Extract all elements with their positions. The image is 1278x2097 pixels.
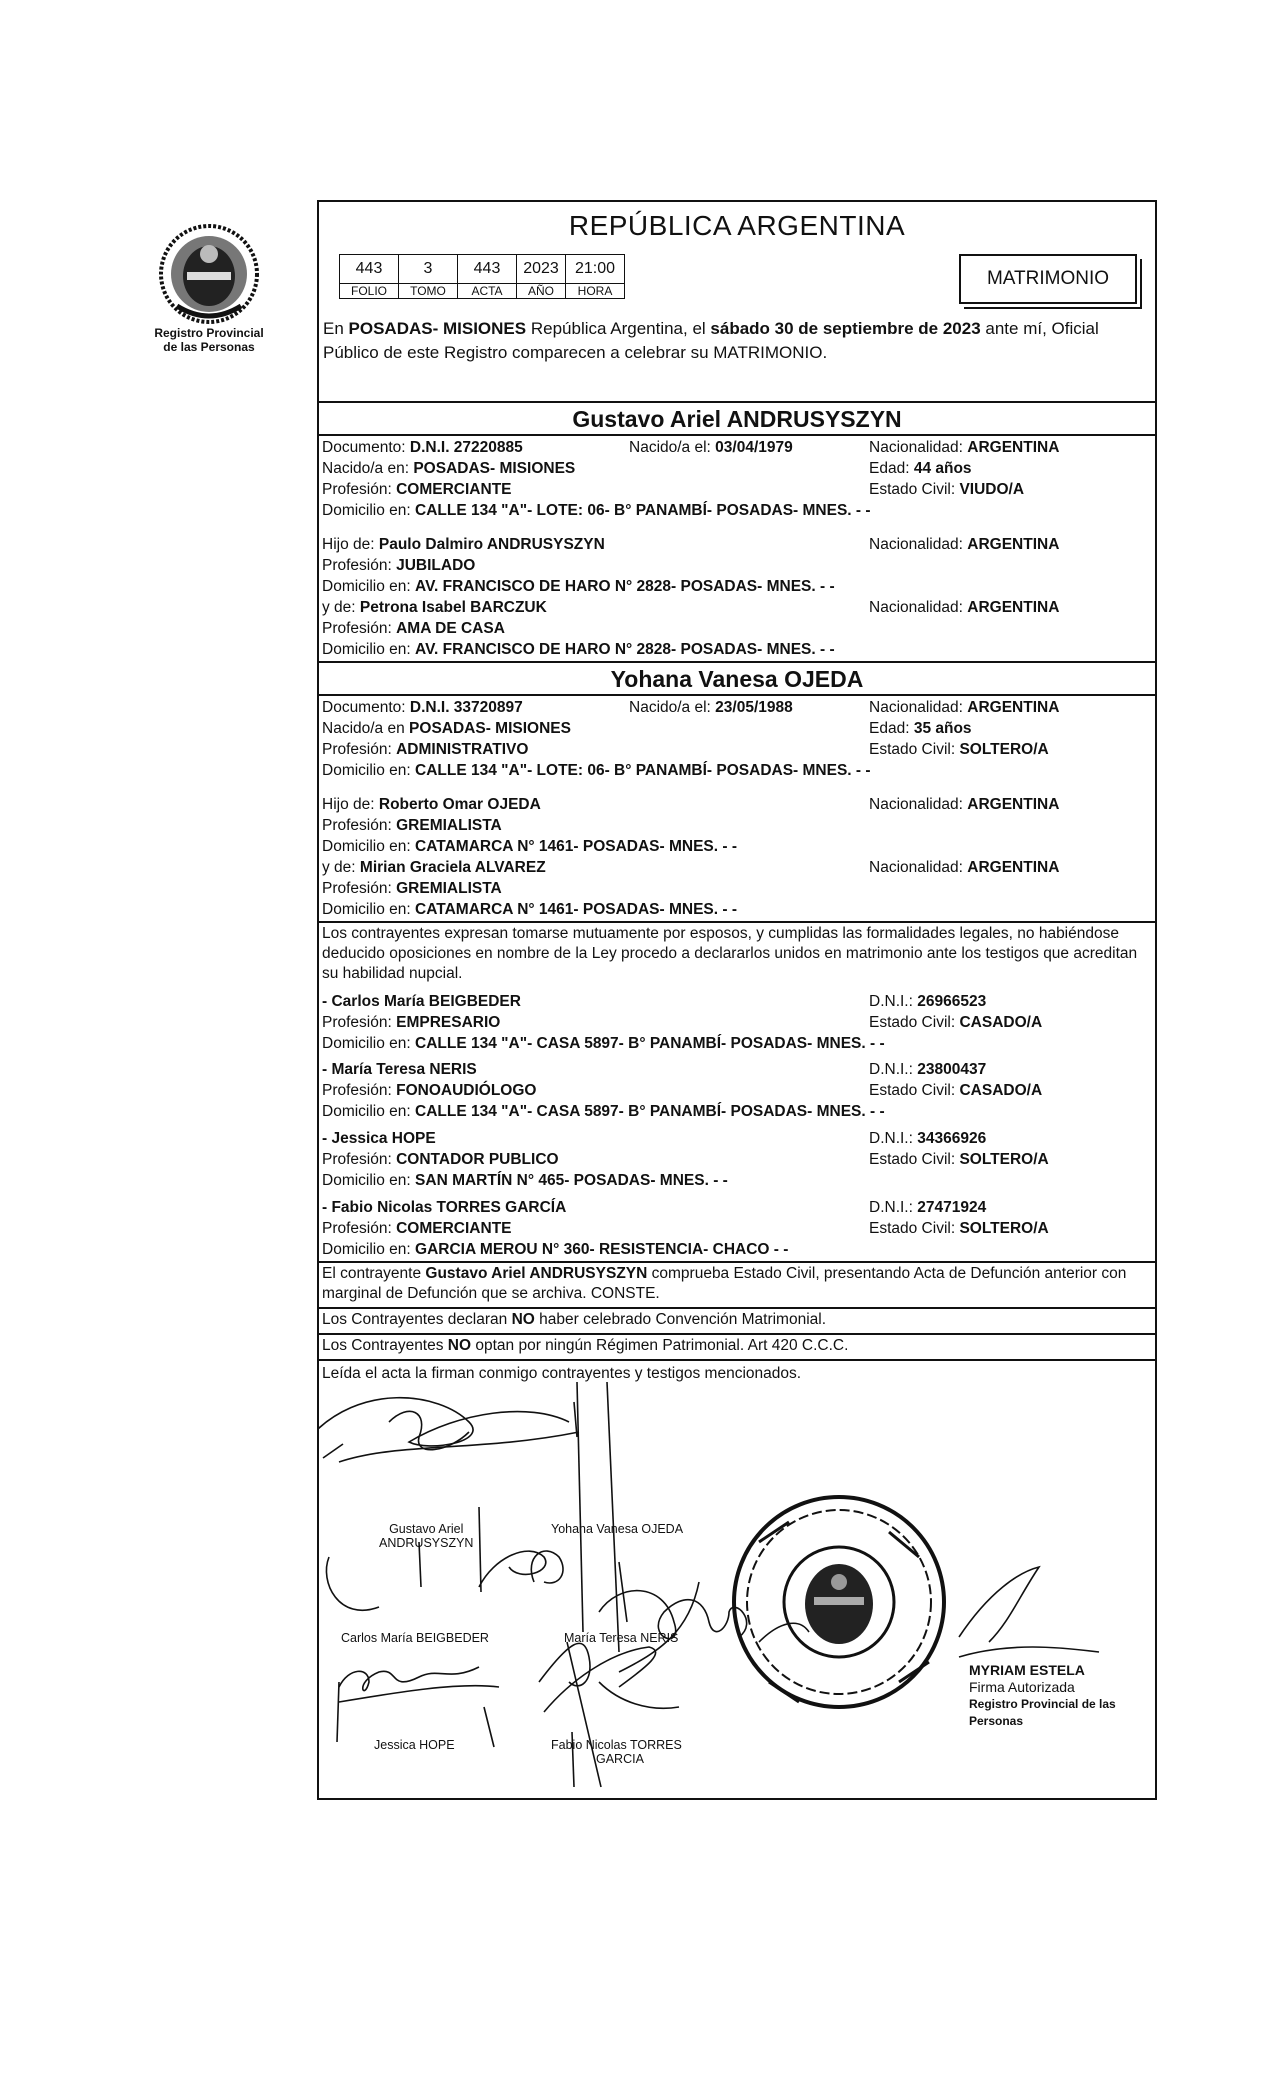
witness-2-profession: Profesión: FONOAUDIÓLOGO (322, 1082, 537, 1099)
bride-name: Yohana Vanesa OJEDA (610, 666, 864, 692)
acta-value: 443 (458, 255, 517, 284)
witness-2-name: - María Teresa NERIS (322, 1061, 477, 1078)
witness-3-dni: D.N.I.: 34366926 (869, 1130, 987, 1147)
witness-3-civil-status: Estado Civil: SOLTERO/A (869, 1151, 1049, 1168)
groom-name: Gustavo Ariel ANDRUSYSZYN (572, 406, 902, 432)
tomo-value: 3 (399, 255, 458, 284)
bride-profession: Profesión: ADMINISTRATIVO (322, 741, 529, 758)
bride-mother: y de: Mirian Graciela ALVAREZ (322, 859, 546, 876)
witness-4-name: - Fabio Nicolas TORRES GARCÍA (322, 1199, 567, 1216)
registry-caption-1: Registro Provincial (154, 326, 264, 340)
bride-nationality: Nacionalidad: ARGENTINA (869, 699, 1060, 716)
groom-father: Hijo de: Paulo Dalmiro ANDRUSYSZYN (322, 536, 605, 553)
witness-2-address: Domicilio en: CALLE 134 "A"- CASA 5897- B° PANAMBÍ- POSADAS- MNES. - - (322, 1103, 885, 1120)
groom-nationality: Nacionalidad: ARGENTINA (869, 439, 1060, 456)
folio-label: FOLIO (340, 284, 399, 299)
bride-father-nationality: Nacionalidad: ARGENTINA (869, 796, 1060, 813)
bride-civil-status: Estado Civil: SOLTERO/A (869, 741, 1049, 758)
regime-note: Los Contrayentes NO optan por ningún Régimen Patrimonial. Art 420 C.C.C. (322, 1337, 849, 1354)
bride-birthdate: Nacido/a el: 23/05/1988 (629, 699, 793, 716)
groom-documento: Documento: D.N.I. 27220885 (322, 439, 523, 456)
bride-mother-address: Domicilio en: CATAMARCA N° 1461- POSADAS- MNES. - - (322, 901, 738, 918)
witness-3-address: Domicilio en: SAN MARTÍN N° 465- POSADAS- MNES. - - (322, 1172, 728, 1189)
witness-2-dni: D.N.I.: 23800437 (869, 1061, 987, 1078)
witness-1-name: - Carlos María BEIGBEDER (322, 993, 521, 1010)
bride-signature-label: Yohana Vanesa OJEDA (551, 1522, 684, 1536)
bride-father: Hijo de: Roberto Omar OJEDA (322, 796, 541, 813)
doc-type-box: MATRIMONIO (959, 254, 1137, 304)
groom-address: Domicilio en: CALLE 134 "A"- LOTE: 06- B° PANAMBÍ- POSADAS- MNES. - - (322, 502, 871, 519)
groom-age: Edad: 44 años (869, 460, 972, 477)
intro-text: En POSADAS- MISIONES República Argentina, el sábado 30 de septiembre de 2023 ante mí, Oficial Público de este Registro comparecen a celebrar su MATRIMONIO. (323, 319, 1099, 362)
groom-profession: Profesión: COMERCIANTE (322, 481, 512, 498)
groom-mother-profession: Profesión: AMA DE CASA (322, 620, 505, 637)
official-stamp-icon (734, 1497, 944, 1707)
witness-2-signature-label: María Teresa NERIS (564, 1631, 679, 1645)
convention-note: Los Contrayentes declaran NO haber celebrado Convención Matrimonial. (322, 1311, 827, 1328)
officer-signature-label: MYRIAM ESTELA Firma Autorizada Registro Provincial de las Personas (969, 1662, 1116, 1728)
folio-value: 443 (340, 255, 399, 284)
groom-birthplace: Nacido/a en: POSADAS- MISIONES (322, 460, 576, 477)
acta-label: ACTA (458, 284, 517, 299)
bride-age: Edad: 35 años (869, 720, 972, 737)
bride-birthplace: Nacido/a en POSADAS- MISIONES (322, 720, 571, 737)
witness-3-profession: Profesión: CONTADOR PUBLICO (322, 1151, 559, 1168)
groom-mother-address: Domicilio en: AV. FRANCISCO DE HARO N° 2828- POSADAS- MNES. - - (322, 641, 835, 658)
witness-4-address: Domicilio en: GARCIA MEROU N° 360- RESISTENCIA- CHACO - - (322, 1241, 789, 1258)
groom-signature-label: Gustavo Ariel ANDRUSYSZYN (379, 1522, 474, 1550)
marriage-certificate (317, 200, 1157, 1800)
witness-3-name: - Jessica HOPE (322, 1130, 436, 1147)
tomo-label: TOMO (399, 284, 458, 299)
witness-1-dni: D.N.I.: 26966523 (869, 993, 987, 1010)
witness-4-dni: D.N.I.: 27471924 (869, 1199, 987, 1216)
groom-mother-nationality: Nacionalidad: ARGENTINA (869, 599, 1060, 616)
bride-mother-profession: Profesión: GREMIALISTA (322, 880, 502, 897)
bride-documento: Documento: D.N.I. 33720897 (322, 699, 523, 716)
groom-birthdate: Nacido/a el: 03/04/1979 (629, 439, 793, 456)
bride-father-address: Domicilio en: CATAMARCA N° 1461- POSADAS- MNES. - - (322, 838, 738, 855)
declaration-text: Los contrayentes expresan tomarse mutuamente por esposos, y cumplidas las formalidades legales, no habiéndose deducido oposiciones en nombre de la Ley procedo a declararlos unidos en matrimonio ante los testigos que acreditan su habilidad nupcial. (322, 925, 1138, 982)
witness-1-signature-label: Carlos María BEIGBEDER (341, 1631, 489, 1645)
bride-mother-nationality: Nacionalidad: ARGENTINA (869, 859, 1060, 876)
groom-mother: y de: Petrona Isabel BARCZUK (322, 599, 547, 616)
groom-civil-status: Estado Civil: VIUDO/A (869, 481, 1025, 498)
intro-date: sábado 30 de septiembre de 2023 (710, 319, 981, 338)
witness-4-signature-label: Fabio Nicolas TORRES GARCIA (551, 1738, 682, 1766)
bride-address: Domicilio en: CALLE 134 "A"- LOTE: 06- B° PANAMBÍ- POSADAS- MNES. - - (322, 762, 871, 779)
witness-1-civil-status: Estado Civil: CASADO/A (869, 1014, 1043, 1031)
coat-of-arms-icon (157, 222, 261, 326)
witness-1-address: Domicilio en: CALLE 134 "A"- CASA 5897- B° PANAMBÍ- POSADAS- MNES. - - (322, 1035, 885, 1052)
anio-label: AÑO (517, 284, 566, 299)
witness-2-civil-status: Estado Civil: CASADO/A (869, 1082, 1043, 1099)
witness-4-profession: Profesión: COMERCIANTE (322, 1220, 512, 1237)
groom-father-nationality: Nacionalidad: ARGENTINA (869, 536, 1060, 553)
folio-table (339, 254, 625, 299)
registry-caption-2: de las Personas (163, 340, 255, 354)
civil-status-note: El contrayente Gustavo Ariel ANDRUSYSZYN comprueba Estado Civil, presentando Acta de Defunción anterior con marginal de Defunción que se archiva. CONSTE. (322, 1265, 1127, 1302)
hora-value: 21:00 (566, 255, 625, 284)
anio-value: 2023 (517, 255, 566, 284)
registry-logo (143, 222, 275, 354)
groom-father-profession: Profesión: JUBILADO (322, 557, 476, 574)
groom-father-address: Domicilio en: AV. FRANCISCO DE HARO N° 2828- POSADAS- MNES. - - (322, 578, 835, 595)
country-title: REPÚBLICA ARGENTINA (568, 210, 906, 241)
witness-4-civil-status: Estado Civil: SOLTERO/A (869, 1220, 1049, 1237)
closing-text: Leída el acta la firman conmigo contrayentes y testigos mencionados. (322, 1365, 802, 1382)
hora-label: HORA (566, 284, 625, 299)
bride-father-profession: Profesión: GREMIALISTA (322, 817, 502, 834)
witness-3-signature-label: Jessica HOPE (374, 1738, 455, 1752)
intro-place: POSADAS- MISIONES (348, 319, 527, 338)
witness-1-profession: Profesión: EMPRESARIO (322, 1014, 501, 1031)
